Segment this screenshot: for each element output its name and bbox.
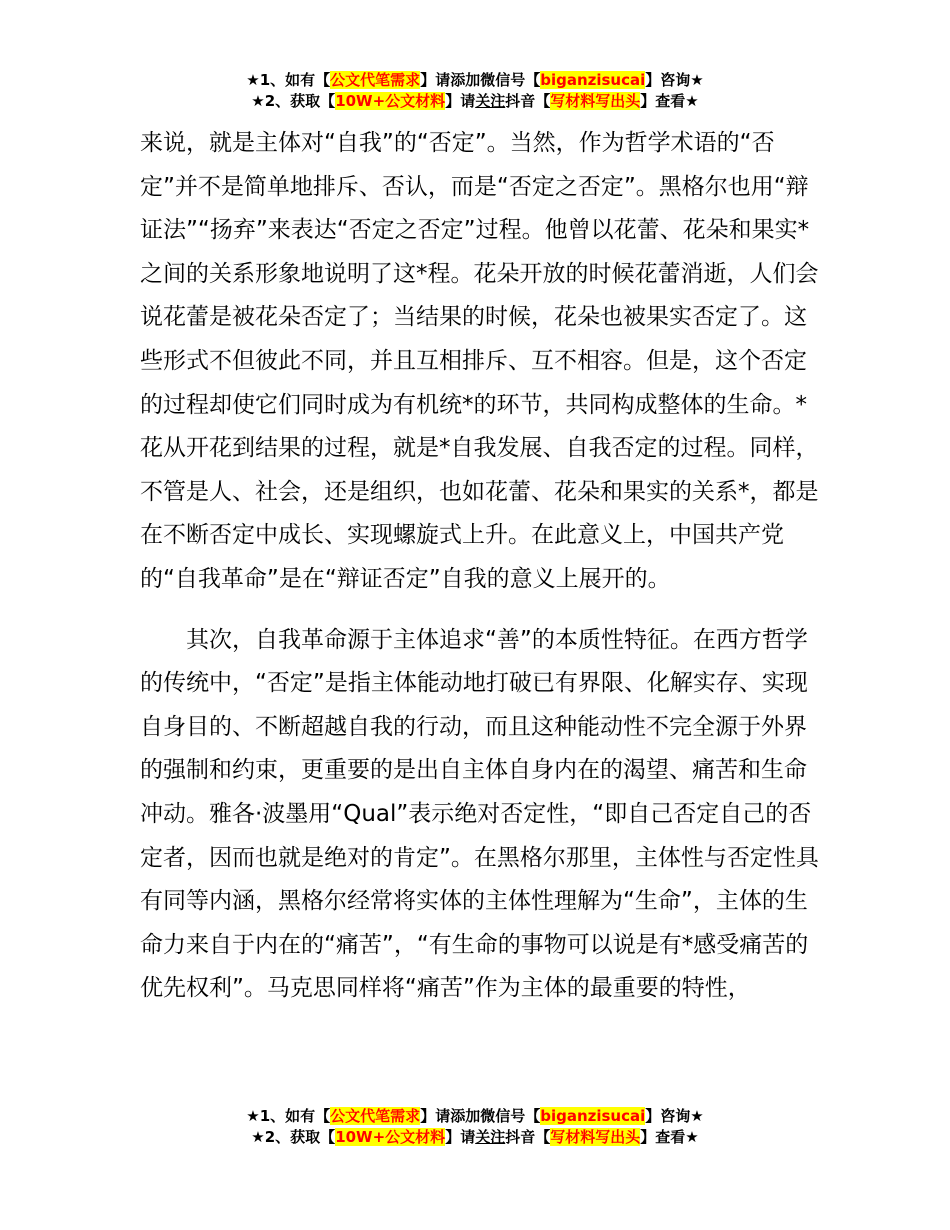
footer-line2-middle: 】请 (445, 1128, 476, 1146)
header-banner (0, 70, 950, 112)
footer-line2-highlight-materials: 10W+公文材料 (335, 1128, 446, 1146)
footer-line2-prefix: ★2、获取【 (251, 1128, 336, 1146)
footer-banner-line-1 (0, 1106, 950, 1127)
header-line2-underlined-follow: 关注 (475, 92, 506, 110)
footer-line1-highlight-service: 公文代笔需求 (330, 1107, 421, 1125)
header-banner-line-2 (0, 91, 950, 112)
header-line1-highlight-service: 公文代笔需求 (330, 71, 421, 89)
header-line2-prefix: ★2、获取【 (251, 92, 336, 110)
header-line1-suffix: 】咨询★ (645, 71, 704, 89)
header-line1-middle: 】请添加微信号【 (420, 71, 541, 89)
header-line2-highlight-account: 写材料写出头 (550, 92, 641, 110)
header-line2-highlight-materials: 10W+公文材料 (335, 92, 446, 110)
footer-line1-highlight-wechat-id: biganzisucai (540, 1107, 646, 1125)
footer-line2-highlight-account: 写材料写出头 (550, 1128, 641, 1146)
footer-banner (0, 1106, 950, 1148)
header-line2-middle-2: 抖音【 (505, 92, 551, 110)
header-line2-middle: 】请 (445, 92, 476, 110)
footer-line1-middle: 】请添加微信号【 (420, 1107, 541, 1125)
footer-line1-suffix: 】咨询★ (645, 1107, 704, 1125)
document-body (140, 122, 820, 1011)
footer-banner-line-2 (0, 1127, 950, 1148)
footer-line1-prefix: ★1、如有【 (246, 1107, 331, 1125)
body-paragraph-1: 来说，就是主体对“自我”的“否定”。当然，作为哲学术语的“否定”并不是简单地排斥、否认，而是“否定之否定”。黑格尔也用“辩证法”“扬弃”来表达“否定之否定”过程。他曾以花蕾、花朵和果实*之间的关系形象地说明了这*程。花朵开放的时候花蕾消逝，人们会说花蕾是被花朵否定了；当结果的时候，花朵也被果实否定了。这些形式不但彼此不同，并且互相排斥、互不相容。但是，这个否定的过程却使它们同时成为有机统*的环节，共同构成整体的生命。*花从开花到结果的过程，就是*自我发展、自我否定的过程。同样，不管是人、社会，还是组织，也如花蕾、花朵和果实的关系*，都是在不断否定中成长、实现螺旋式上升。在此意义上，中国共产党的“自我革命”是在“辩证否定”自我的意义上展开的。 (140, 130, 819, 592)
header-banner-line-1 (0, 70, 950, 91)
body-paragraph-2: 其次，自我革命源于主体追求“善”的本质性特征。在西方哲学的传统中，“否定”是指主体能动地打破已有界限、化解实存、实现自身目的、不断超越自我的行动，而且这种能动性不完全源于外界的强制和约束，更重要的是出自主体自身内在的渴望、痛苦和生命冲动。雅各·波墨用“Qual”表示绝对否定性，“即自己否定自己的否定者，因而也就是绝对的肯定”。在黑格尔那里，主体性与否定性具有同等内涵，黑格尔经常将实体的主体性理解为“生命”，主体的生命力来自于内在的“痛苦”，“有生命的事物可以说是有*感受痛苦的优先权利”。马克思同样将“痛苦”作为主体的最重要的特性， (140, 626, 819, 1002)
footer-line2-suffix: 】查看★ (640, 1128, 699, 1146)
header-line2-suffix: 】查看★ (640, 92, 699, 110)
footer-line2-middle-2: 抖音【 (505, 1128, 551, 1146)
footer-line2-underlined-follow: 关注 (475, 1128, 506, 1146)
header-line1-prefix: ★1、如有【 (246, 71, 331, 89)
header-line1-highlight-wechat-id: biganzisucai (540, 71, 646, 89)
